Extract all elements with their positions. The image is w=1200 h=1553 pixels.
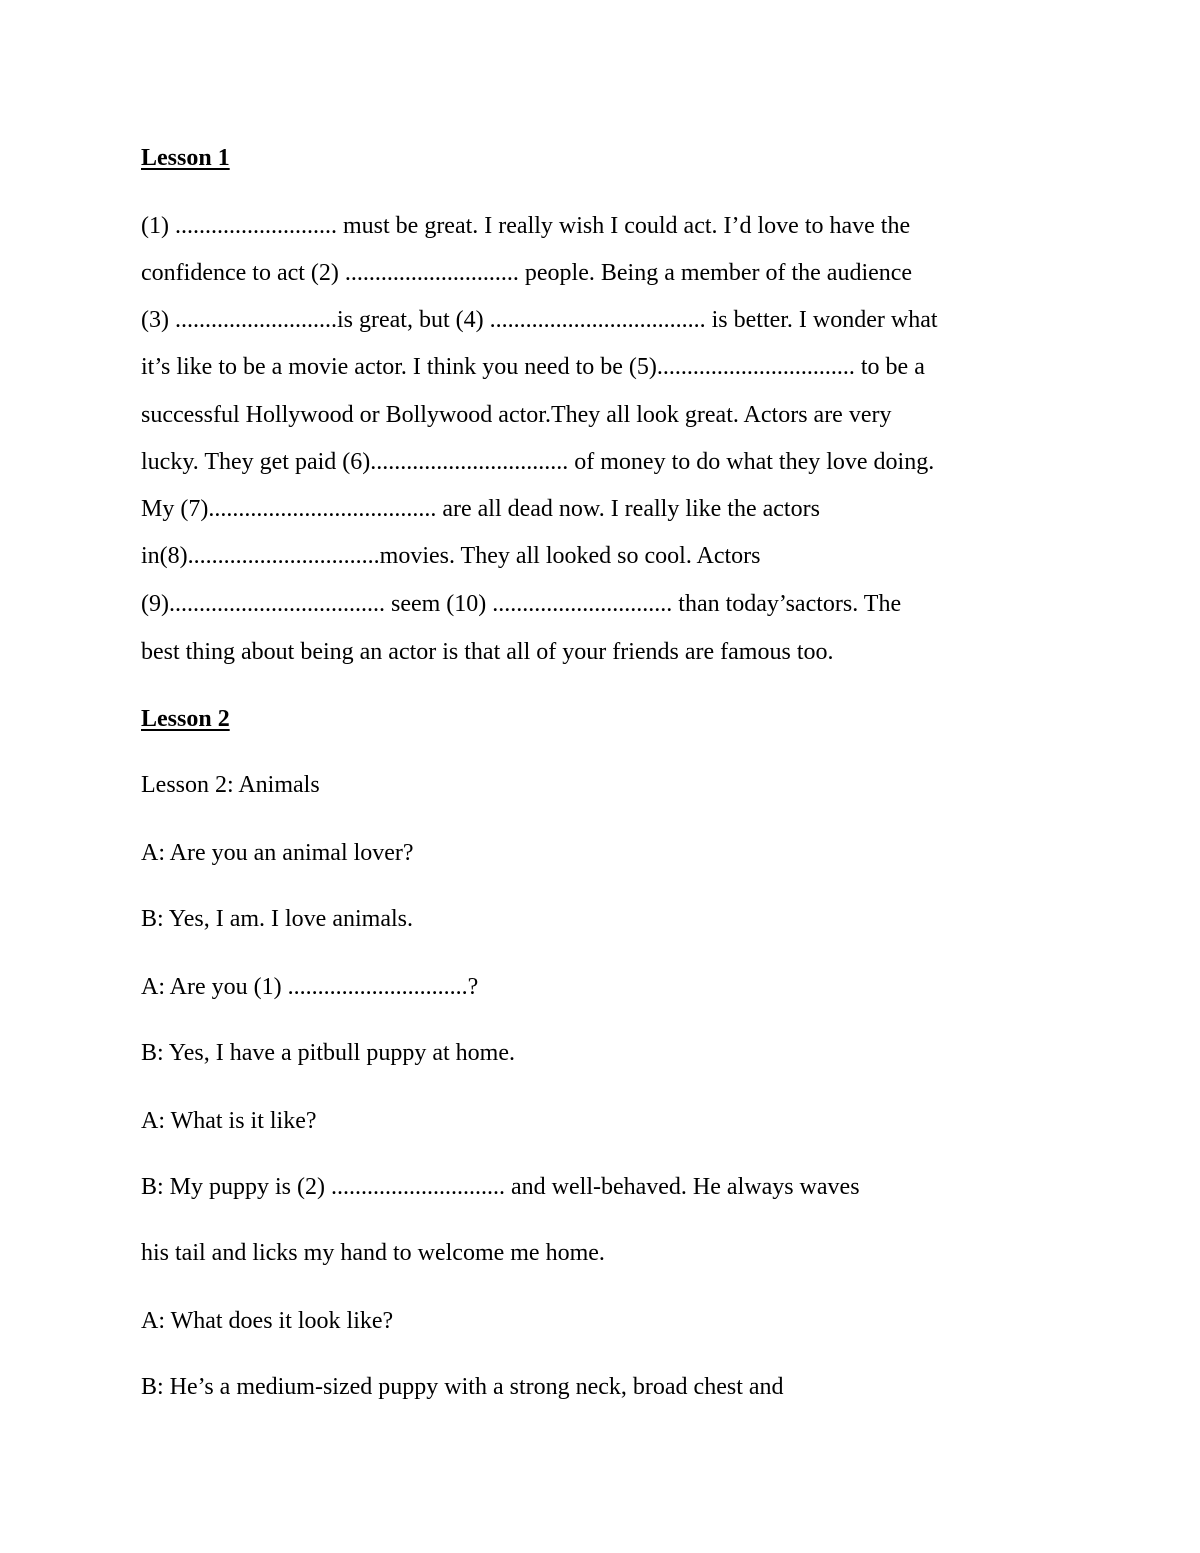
lesson-1-heading: Lesson 1 bbox=[141, 145, 230, 171]
lesson-2-text-line: B: My puppy is (2) ............................. and well-behaved. He always waves bbox=[141, 1174, 860, 1200]
lesson-1-text-line: lucky. They get paid (6)................................. of money to do what they love doing. bbox=[141, 449, 935, 475]
lesson-2-text-line: B: Yes, I am. I love animals. bbox=[141, 906, 413, 932]
lesson-2-text-line: A: What is it like? bbox=[141, 1108, 317, 1134]
lesson-2-text-line: Lesson 2: Animals bbox=[141, 772, 320, 798]
lesson-2-text-line: B: He’s a medium-sized puppy with a strong neck, broad chest and bbox=[141, 1374, 784, 1400]
lesson-1-text-line: successful Hollywood or Bollywood actor.They all look great. Actors are very bbox=[141, 402, 892, 428]
lesson-2-text-line: A: Are you (1) ..............................? bbox=[141, 974, 479, 1000]
lesson-1-text-line: confidence to act (2) ............................. people. Being a member of the audience bbox=[141, 260, 913, 286]
lesson-2-text-line: his tail and licks my hand to welcome me home. bbox=[141, 1240, 605, 1266]
lesson-2-text-line: A: What does it look like? bbox=[141, 1308, 394, 1334]
lesson-1-text-line: My (7)...................................... are all dead now. I really like the actors bbox=[141, 496, 820, 522]
lesson-1-text-line: (3) ...........................is great, but (4) .................................... is better. I wonder what bbox=[141, 307, 938, 333]
lesson-1-text-line: (9).................................... seem (10) .............................. than today’sactors. The bbox=[141, 591, 902, 617]
lesson-1-text-line: (1) ........................... must be great. I really wish I could act. I’d love to have the bbox=[141, 213, 911, 239]
lesson-1-text-line: it’s like to be a movie actor. I think you need to be (5)................................. to be a bbox=[141, 354, 925, 380]
lesson-2-heading: Lesson 2 bbox=[141, 706, 230, 732]
lesson-2-text-line: B: Yes, I have a pitbull puppy at home. bbox=[141, 1040, 515, 1066]
lesson-1-text-line: best thing about being an actor is that all of your friends are famous too. bbox=[141, 639, 834, 665]
lesson-2-text-line: A: Are you an animal lover? bbox=[141, 840, 414, 866]
lesson-1-text-line: in(8)................................movies. They all looked so cool. Actors bbox=[141, 543, 761, 569]
